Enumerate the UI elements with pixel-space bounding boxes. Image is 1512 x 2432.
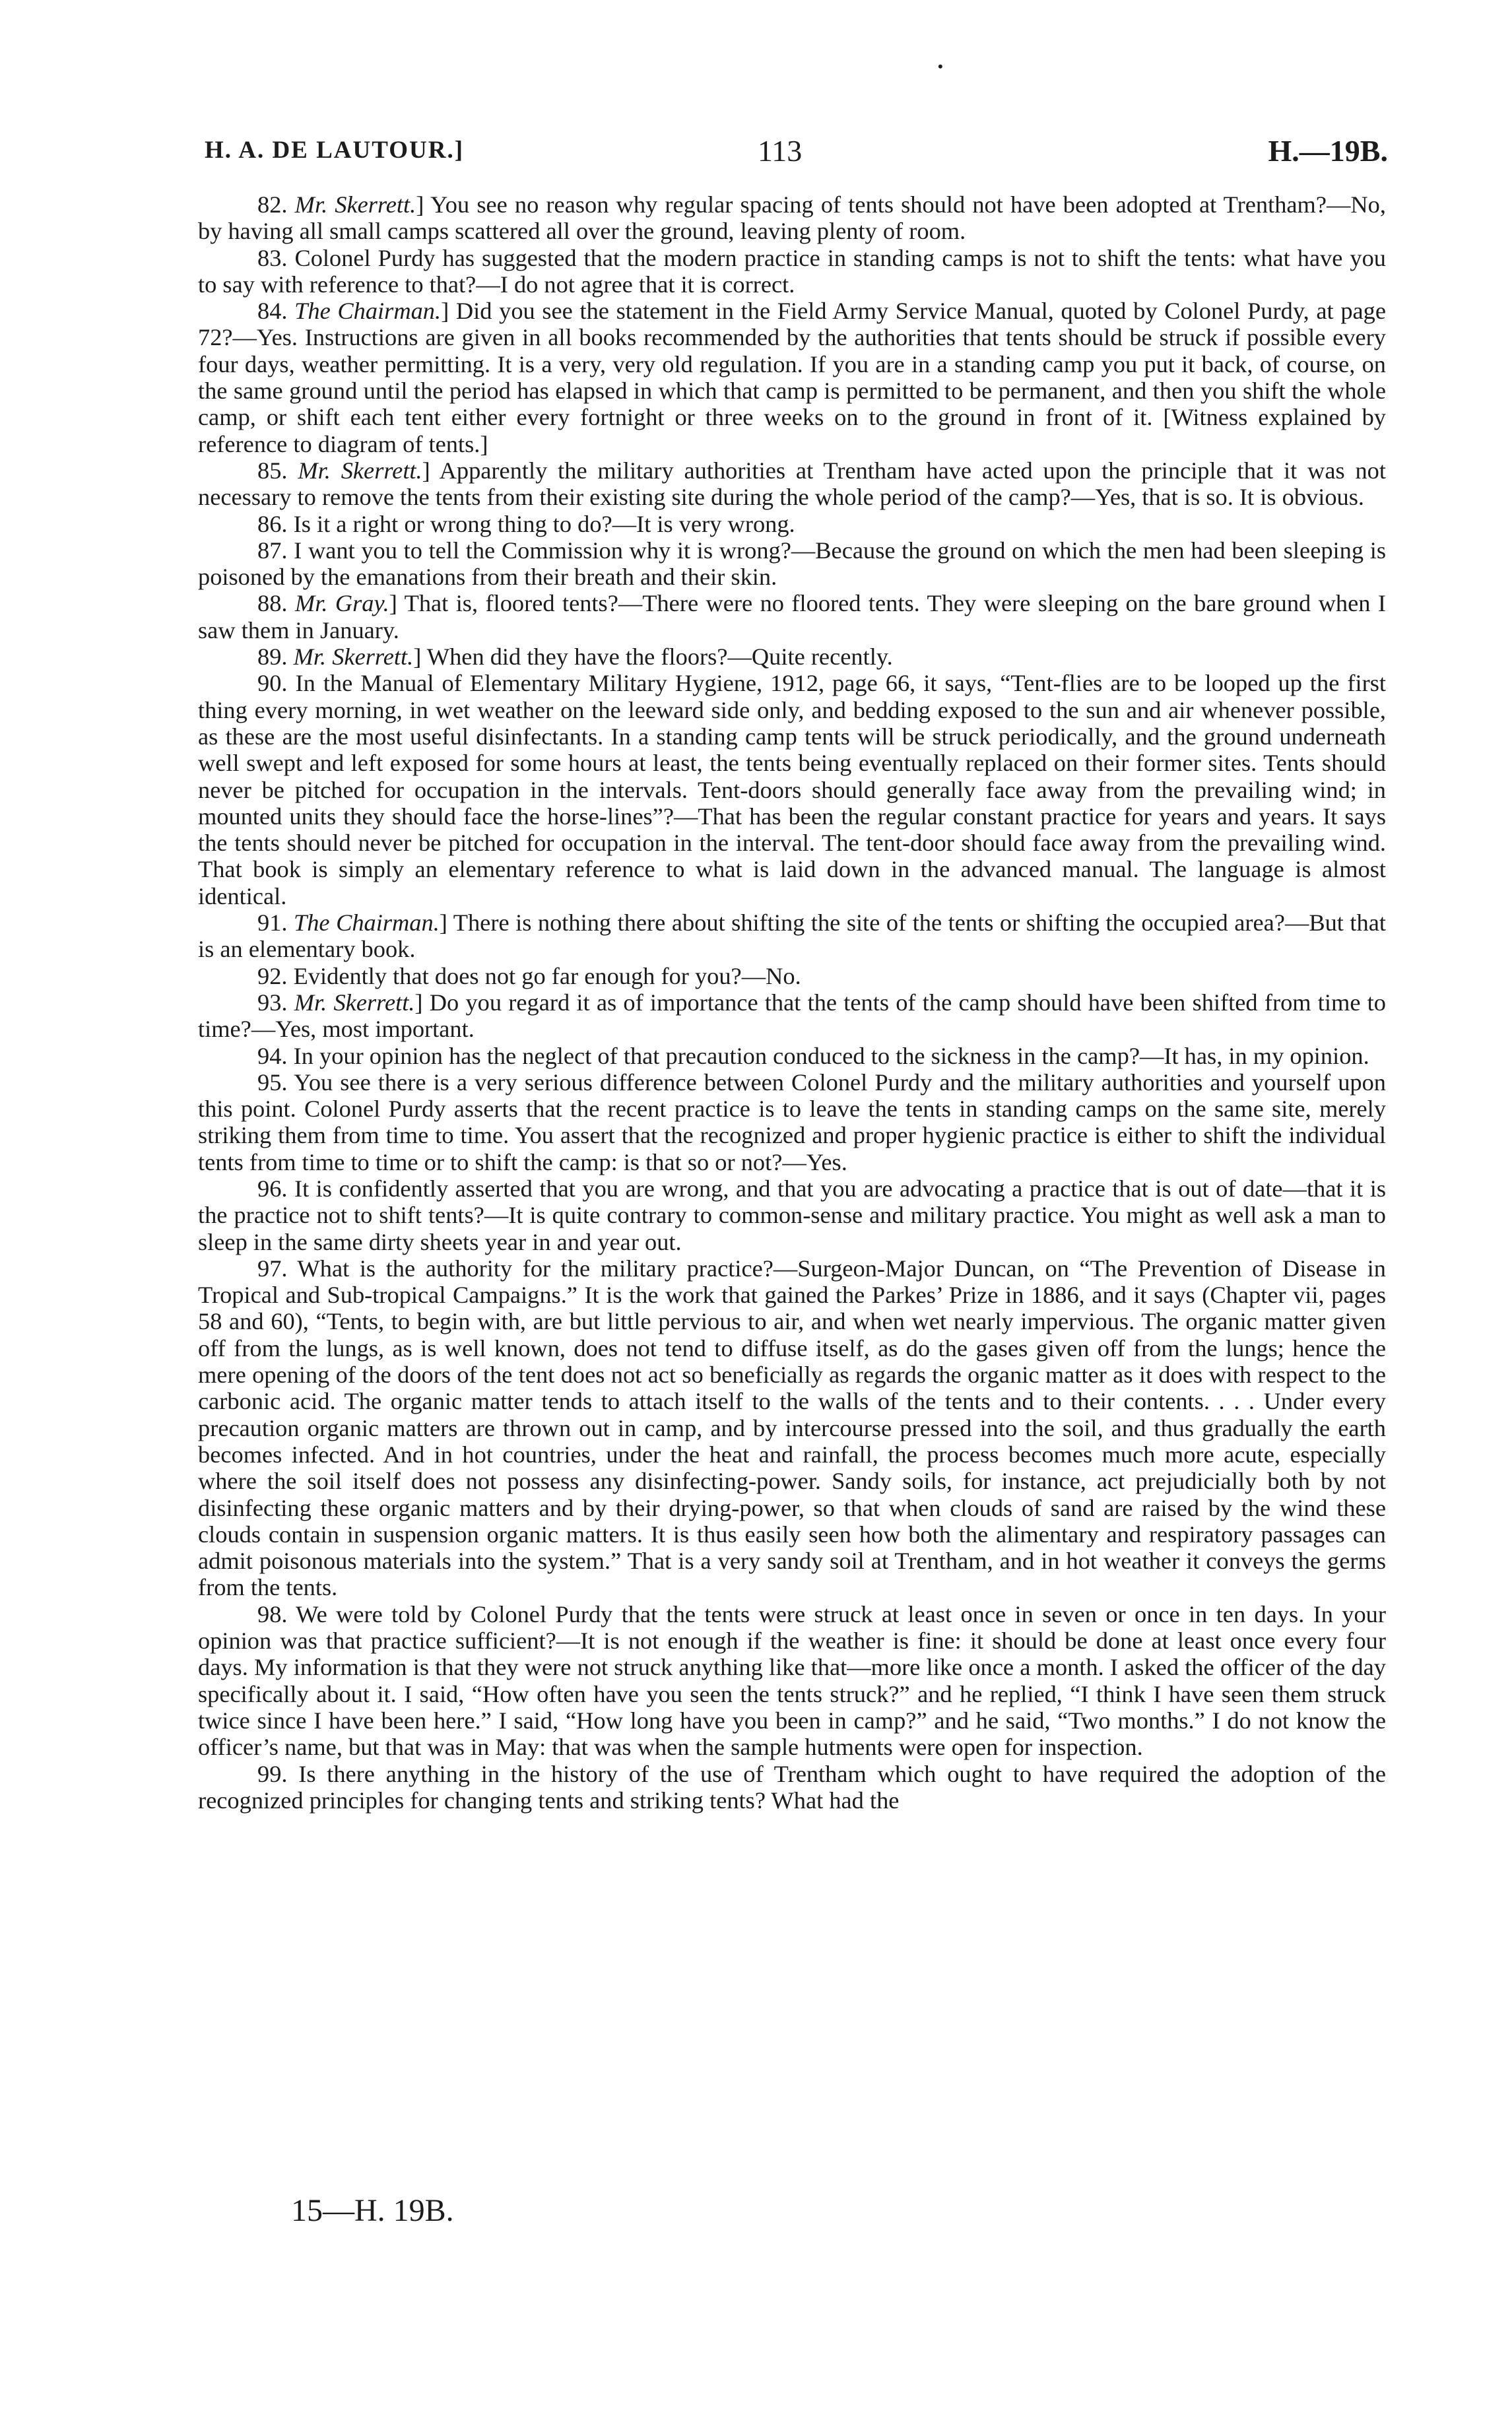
speaker-name: The Chairman. — [294, 298, 442, 325]
testimony-paragraph: 85. Mr. Skerrett.] Apparently the military authorities at Trentham have acted upon the principle that it was not necessary to remove the tents from their existing site during the whole period of the camp?—Yes, that is so. It is obvious. — [198, 457, 1386, 511]
testimony-paragraph: 98. We were told by Colonel Purdy that the tents were struck at least once in seven or once in ten days. In your opinion was that practice sufficient?—It is not enough if the weather is fine: it should be done at least once every four days. My information is that they were not struck anything like that—more like once a month. I asked the officer of the day specifically about it. I said, “How often have you seen the tents struck?” and he replied, “I think I have seen them struck twice since I have been here.” I said, “How long have you been in camp?” and he said, “Two months.” I do not know the officer’s name, but that was in May: that was when the sample hutments were open for inspection. — [198, 1600, 1386, 1761]
testimony-paragraph: 94. In your opinion has the neglect of that precaution conduced to the sickness in the camp?—It has, in my opinion. — [257, 1042, 1369, 1069]
testimony-paragraph: 88. Mr. Gray.] That is, floored tents?—There were no floored tents. They were sleeping on the bare ground when I saw them in January. — [198, 590, 1386, 643]
testimony-paragraph: 90. In the Manual of Elementary Military Hygiene, 1912, page 66, it says, “Tent-flies are to be looped up the first thing every morning, in wet weather on the leeward side only, and bedding exposed to the sun and air whenever possible, as these are the most useful disinfectants. In a standing camp tents will be struck periodically, and the ground underneath well swept and left exposed for some hours at least, the tents being eventually replaced on their former sites. Tents should never be pitched for occupation in the intervals. Tent-doors should generally face away from the prevailing wind; in mounted units they should face the horse-lines”?—That has been the regular constant practice for years and years. It says the tents should never be pitched for occupation in the interval. The tent-door should face away from the prevailing wind. That book is simply an elementary reference to what is laid down in the advanced manual. The language is almost identical. — [198, 670, 1386, 909]
author-running-head: H. A. DE LAUTOUR.] — [205, 137, 465, 164]
speaker-name: Mr. Gray. — [294, 590, 389, 617]
testimony-paragraph: 83. Colonel Purdy has suggested that the modern practice in standing camps is not to shift the tents: what have you to say with reference to that?—I do not agree that it is correct. — [198, 244, 1386, 298]
footer-signature: 15—H. 19B. — [291, 2193, 454, 2228]
page-header — [197, 133, 1388, 173]
testimony-paragraph: 97. What is the authority for the military practice?—Surgeon-Major Duncan, on “The Prevention of Disease in Tropical and Sub-tropical Campaigns.” It is the work that gained the Parkes’ Prize in 1886, and it says (Chapter vii, pages 58 and 60), “Tents, to begin with, are but little pervious to air, and when wet nearly impervious. The organic matter given off from the lungs, as is well known, does not tend to diffuse itself, as do the gases given off from the lungs; hence the mere opening of the doors of the tent does not act so beneficially as regards the organic matter as it does with respect to the carbonic acid. The organic matter tends to attach itself to the walls of the tents and to their contents. . . . Under every precaution organic matters are thrown out in camp, and by intercourse pressed into the soil, and thus gradually the earth becomes infected. And in hot countries, under the heat and rainfall, the process becomes much more acute, especially where the soil itself does not possess any disinfecting-power. Sandy soils, for instance, act prejudicially both by not disinfecting these organic matters and by their drying-power, so that when clouds of sand are raised by the wind these clouds contain in suspension organic matters. It is thus easily seen how both the alimentary and respiratory passages can admit poisonous materials into the system.” That is a very sandy soil at Trentham, and in hot weather it conveys the germs from the tents. — [198, 1255, 1386, 1601]
speaker-name: The Chairman. — [294, 909, 440, 937]
speaker-name: Mr. Skerrett. — [294, 989, 415, 1016]
testimony-paragraph: 95. You see there is a very serious difference between Colonel Purdy and the military authorities and yourself upon this point. Colonel Purdy asserts that the recent practice is to leave the tents in standing camps on the same site, merely striking them from time to time. You assert that the recognized and proper hygienic practice is either to shift the individual tents from time to time or to shift the camp: is that so or not?—Yes. — [198, 1068, 1386, 1175]
testimony-paragraph: 89. Mr. Skerrett.] When did they have the floors?—Quite recently. — [257, 643, 893, 671]
testimony-paragraph: 82. Mr. Skerrett.] You see no reason why regular spacing of tents should not have been adopted at Trentham?—No, by having all small camps scattered all over the ground, leaving plenty of room. — [198, 191, 1386, 245]
testimony-paragraph: 91. The Chairman.] There is nothing there about shifting the site of the tents or shifting the occupied area?—But that is an elementary book. — [198, 909, 1386, 963]
page-number: 113 — [758, 134, 803, 168]
document-reference: H.—19B. — [1268, 134, 1388, 168]
testimony-paragraph: 99. Is there anything in the history of the use of Trentham which ought to have required the adoption of the recognized principles for changing tents and striking tents? What had the — [198, 1760, 1386, 1814]
testimony-paragraph: 93. Mr. Skerrett.] Do you regard it as of importance that the tents of the camp should have been shifted from time to time?—Yes, most important. — [198, 989, 1386, 1043]
testimony-paragraph: 87. I want you to tell the Commission why it is wrong?—Because the ground on which the men had been sleeping is poisoned by the emanations from their breath and their skin. — [198, 537, 1386, 591]
speaker-name: Mr. Skerrett. — [294, 191, 416, 218]
testimony-paragraph: 96. It is confidently asserted that you are wrong, and that you are advocating a practice that is out of date—that it is the practice not to shift tents?—It is quite contrary to common-sense and military practice. You might as well ask a man to sleep in the same dirty sheets year in and year out. — [198, 1175, 1386, 1255]
testimony-body — [198, 191, 1386, 1814]
testimony-paragraph: 92. Evidently that does not go far enough for you?—No. — [257, 962, 801, 989]
printer-mark: • — [938, 58, 943, 75]
speaker-name: Mr. Skerrett. — [293, 643, 414, 671]
testimony-paragraph: 86. Is it a right or wrong thing to do?—It is very wrong. — [257, 510, 795, 537]
speaker-name: Mr. Skerrett. — [298, 457, 422, 484]
testimony-paragraph: 84. The Chairman.] Did you see the statement in the Field Army Service Manual, quoted by Colonel Purdy, at page 72?—Yes. Instructions are given in all books recommended by the authorities that tents should be struck if possible every four days, weather permitting. It is a very, very old regulation. If you are in a standing camp you put it back, of course, on the same ground until the period has elapsed in which that camp is permitted to be permanent, and then you shift the whole camp, or shift each tent either every fortnight or three weeks on to the ground in front of it. [Witness explained by reference to diagram of tents.] — [198, 298, 1387, 457]
